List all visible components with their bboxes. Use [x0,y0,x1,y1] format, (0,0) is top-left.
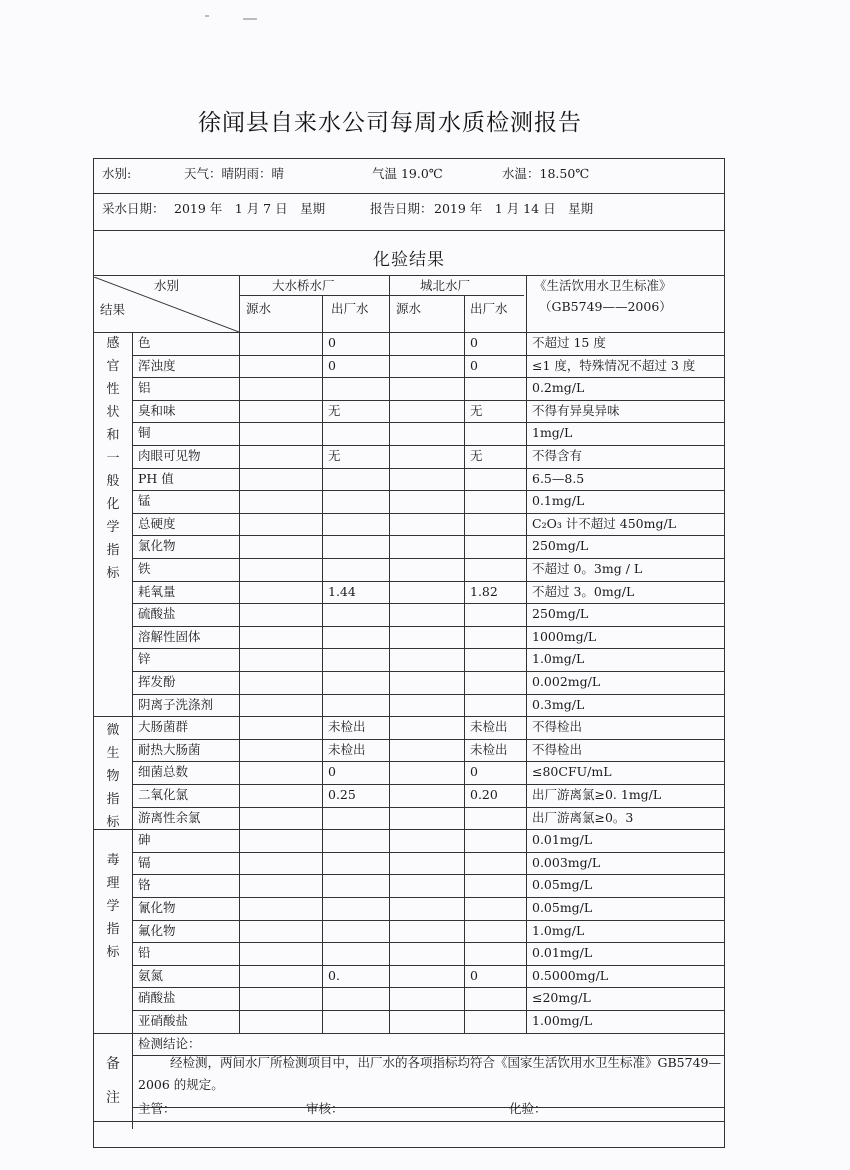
plant-a-outlet: 无 [328,402,341,418]
row-divider [132,784,724,785]
row-divider [132,558,724,559]
group-label-char: 般 [106,474,120,489]
row-divider [132,874,724,875]
row-divider [132,942,724,943]
item-name: 挥发酚 [138,674,176,689]
item-name: 浑浊度 [138,357,176,373]
row-divider [132,377,724,378]
standard-limit: ≤20mg/L [532,990,591,1006]
plant-a-outlet: 0.25 [328,787,356,802]
scan-speck [243,18,257,20]
row-divider [94,829,724,830]
divider [239,295,524,296]
standard-limit: 0.1mg/L [532,493,585,509]
row-divider [132,920,724,921]
item-name: 铁 [138,561,151,576]
group-label-char: 性 [106,382,120,397]
plant-b-outlet: 0 [470,967,478,983]
standard-limit: 0.05mg/L [532,877,593,893]
row-divider [132,603,724,604]
standard-header-line2: （GB5749——2006） [539,299,672,314]
scan-speck [205,15,209,17]
row-divider [132,852,724,853]
standard-limit: 250mg/L [532,538,589,554]
plant-a-outlet: 0 [328,764,336,780]
plant-a-outlet: 0 [328,335,336,350]
standard-limit: ≤80CFU/mL [532,764,612,780]
standard-limit: 250mg/L [532,606,589,622]
item-name: 锰 [138,493,151,509]
standard-limit: 6.5—8.5 [532,470,585,486]
standard-limit: 不得有异臭异味 [532,402,620,418]
air-temperature: 气温 19.0℃ [372,166,443,181]
standard-limit: 0.05mg/L [532,900,593,915]
item-name: 氰化物 [138,900,176,915]
supervisor-label: 主管： [138,1101,176,1116]
row-divider [132,761,724,762]
standard-limit: 0.3mg/L [532,696,585,712]
plant-b-source-header: 源水 [396,301,422,316]
column-divider [322,295,323,1033]
row-divider [132,513,724,514]
standard-limit: 0.5000mg/L [532,967,609,983]
remarks-label-char: 注 [106,1090,120,1106]
standard-limit: 1000mg/L [532,628,597,644]
item-name: 大肠菌群 [138,719,189,735]
item-name: 耗氧量 [138,583,176,599]
item-name: 总硬度 [138,515,176,531]
group-label-char: 指 [106,792,120,807]
standard-limit: 不超过 15 度 [532,335,606,350]
weather-field: 天气：晴阴雨：晴 [184,166,285,181]
plant-b-outlet: 1.82 [470,583,498,599]
corner-header-top: 水别 [154,278,180,293]
item-name: PH 值 [138,470,174,486]
group-label-char: 学 [106,899,120,914]
plant-b-outlet: 0.20 [470,787,498,802]
item-name: 亚硝酸盐 [138,1013,189,1028]
divider [94,332,724,333]
item-name: 铬 [138,877,151,893]
row-divider [132,671,724,672]
report-title: 徐闻县自来水公司每周水质检测报告 [198,110,582,136]
plant-a-outlet: 未检出 [328,741,366,757]
item-name: 铅 [138,945,151,961]
item-name: 游离性余氯 [138,809,201,825]
group-label-char: 状 [106,405,120,420]
item-name: 溶解性固体 [138,628,201,644]
item-name: 氯化物 [138,538,176,554]
water-temperature: 水温：18.50℃ [502,166,590,181]
standard-limit: C₂O₃ 计不超过 450mg/L [532,515,677,531]
standard-limit: 出厂游离氯≥0。3 [532,809,634,825]
group-label-char: 学 [106,520,120,535]
divider [94,275,724,276]
item-name: 细菌总数 [138,764,189,780]
item-name: 阴离子洗涤剂 [138,696,214,712]
report-date-label: 报告日期： [370,201,433,216]
group-label-char: 标 [106,815,120,830]
plant-a-outlet: 0 [328,357,336,373]
standard-limit: 1.0mg/L [532,922,585,938]
item-name: 硝酸盐 [138,990,176,1006]
row-divider [132,445,724,446]
row-divider [132,965,724,966]
column-divider [239,275,240,1033]
conclusion-label: 检测结论： [138,1036,201,1051]
row-divider [132,468,724,469]
divider [94,193,724,194]
item-name: 砷 [138,832,151,848]
item-name: 色 [138,335,151,350]
standard-header-line1: 《生活饮用水卫生标准》 [534,278,672,293]
conclusion-text: 经检测，两间水厂所检测项目中，出厂水的各项指标均符合《国家生活饮用水卫生标准》GB5749—2006 的规定。 [138,1055,721,1092]
group-label-sensory [94,337,132,590]
row-divider [132,581,724,582]
section-title: 化验结果 [373,250,445,270]
water-type-label: 水别: [102,166,132,181]
plant-b-outlet: 无 [470,448,483,463]
reviewer-label: 审核： [306,1101,344,1116]
row-divider [132,535,724,536]
item-name: 氨氮 [138,967,164,983]
standard-limit: ≤1 度，特殊情况不超过 3 度 [532,357,696,373]
plant-a-header: 大水桥水厂 [272,278,335,293]
standard-limit: 1mg/L [532,425,573,441]
standard-limit: 不得检出 [532,741,583,757]
remarks-label-char: 备 [106,1056,120,1072]
standard-limit: 出厂游离氯≥0. 1mg/L [532,787,662,802]
plant-b-outlet: 未检出 [470,741,508,757]
item-name: 铜 [138,425,151,441]
group-label-microbial [94,724,132,839]
plant-a-outlet-header: 出厂水 [331,301,369,316]
row-divider [132,1010,724,1011]
row-divider [132,739,724,740]
item-name: 铝 [138,380,151,396]
standard-limit: 0.003mg/L [532,854,601,870]
plant-a-outlet: 无 [328,448,341,463]
group-label-char: 标 [106,566,120,581]
column-divider [389,275,390,1033]
standard-limit: 0.01mg/L [532,945,593,961]
group-label-char: 指 [106,922,120,937]
item-name: 肉眼可见物 [138,448,201,463]
item-name: 臭和味 [138,402,176,418]
standard-limit: 不得检出 [532,719,583,735]
group-label-char: 指 [106,543,120,558]
row-divider [132,987,724,988]
standard-limit: 1.0mg/L [532,651,585,667]
plant-a-outlet: 1.44 [328,583,356,599]
report-date: 2019 年 1 月 14 日 星期 [434,201,594,216]
row-divider [132,400,724,401]
group-label-char: 一 [106,451,120,466]
tester-label: 化验： [509,1101,547,1116]
plant-b-outlet: 未检出 [470,719,508,735]
row-divider [94,716,724,717]
row-divider [132,807,724,808]
group-label-char: 官 [106,359,120,374]
standard-limit: 不超过 3。0mg/L [532,583,635,599]
standard-limit: 1.00mg/L [532,1013,593,1028]
row-divider [132,355,724,356]
row-divider [132,422,724,423]
item-name: 耐热大肠菌 [138,741,201,757]
row-divider [132,490,724,491]
standard-limit: 0.002mg/L [532,674,601,689]
report-table [93,158,725,1148]
divider [94,230,724,231]
row-divider [94,1033,724,1034]
row-divider [132,648,724,649]
column-divider [526,275,527,1033]
plant-b-outlet: 0 [470,335,478,350]
group-label-char: 物 [106,769,120,784]
row-divider [132,626,724,627]
group-label-toxicology [94,854,132,969]
group-label-char: 化 [106,497,120,512]
group-label-char: 和 [106,428,120,443]
row-divider [132,694,724,695]
corner-header-bottom: 结果 [100,302,126,317]
group-label-char: 生 [106,746,120,761]
divider [94,1121,724,1122]
group-label-char: 理 [106,876,120,891]
item-name: 镉 [138,854,151,870]
plant-a-outlet: 0. [328,967,340,983]
group-label-char: 毒 [106,853,120,868]
column-divider [132,332,133,1129]
plant-b-outlet: 无 [470,402,483,418]
plant-a-outlet: 未检出 [328,719,366,735]
standard-limit: 不得含有 [532,448,583,463]
plant-b-header: 城北水厂 [420,278,471,293]
row-divider [132,897,724,898]
item-name: 锌 [138,651,151,667]
standard-limit: 0.01mg/L [532,832,593,848]
item-name: 硫酸盐 [138,606,176,622]
remarks-label [94,1057,132,1105]
item-name: 氟化物 [138,922,176,938]
group-label-char: 标 [106,945,120,960]
remarks-divider [132,1107,724,1108]
plant-a-source-header: 源水 [246,301,272,316]
plant-b-outlet-header: 出厂水 [470,301,508,316]
standard-limit: 不超过 0。3mg / L [532,561,643,576]
item-name: 二氧化氯 [138,787,189,802]
plant-b-outlet: 0 [470,764,478,780]
sampling-date: 2019 年 1 月 7 日 星期 [174,201,326,216]
sampling-date-label: 采水日期： [102,201,165,216]
standard-limit: 0.2mg/L [532,380,585,396]
plant-b-outlet: 0 [470,357,478,373]
group-label-char: 感 [106,336,120,351]
column-divider [464,295,465,1033]
group-label-char: 微 [106,723,120,738]
